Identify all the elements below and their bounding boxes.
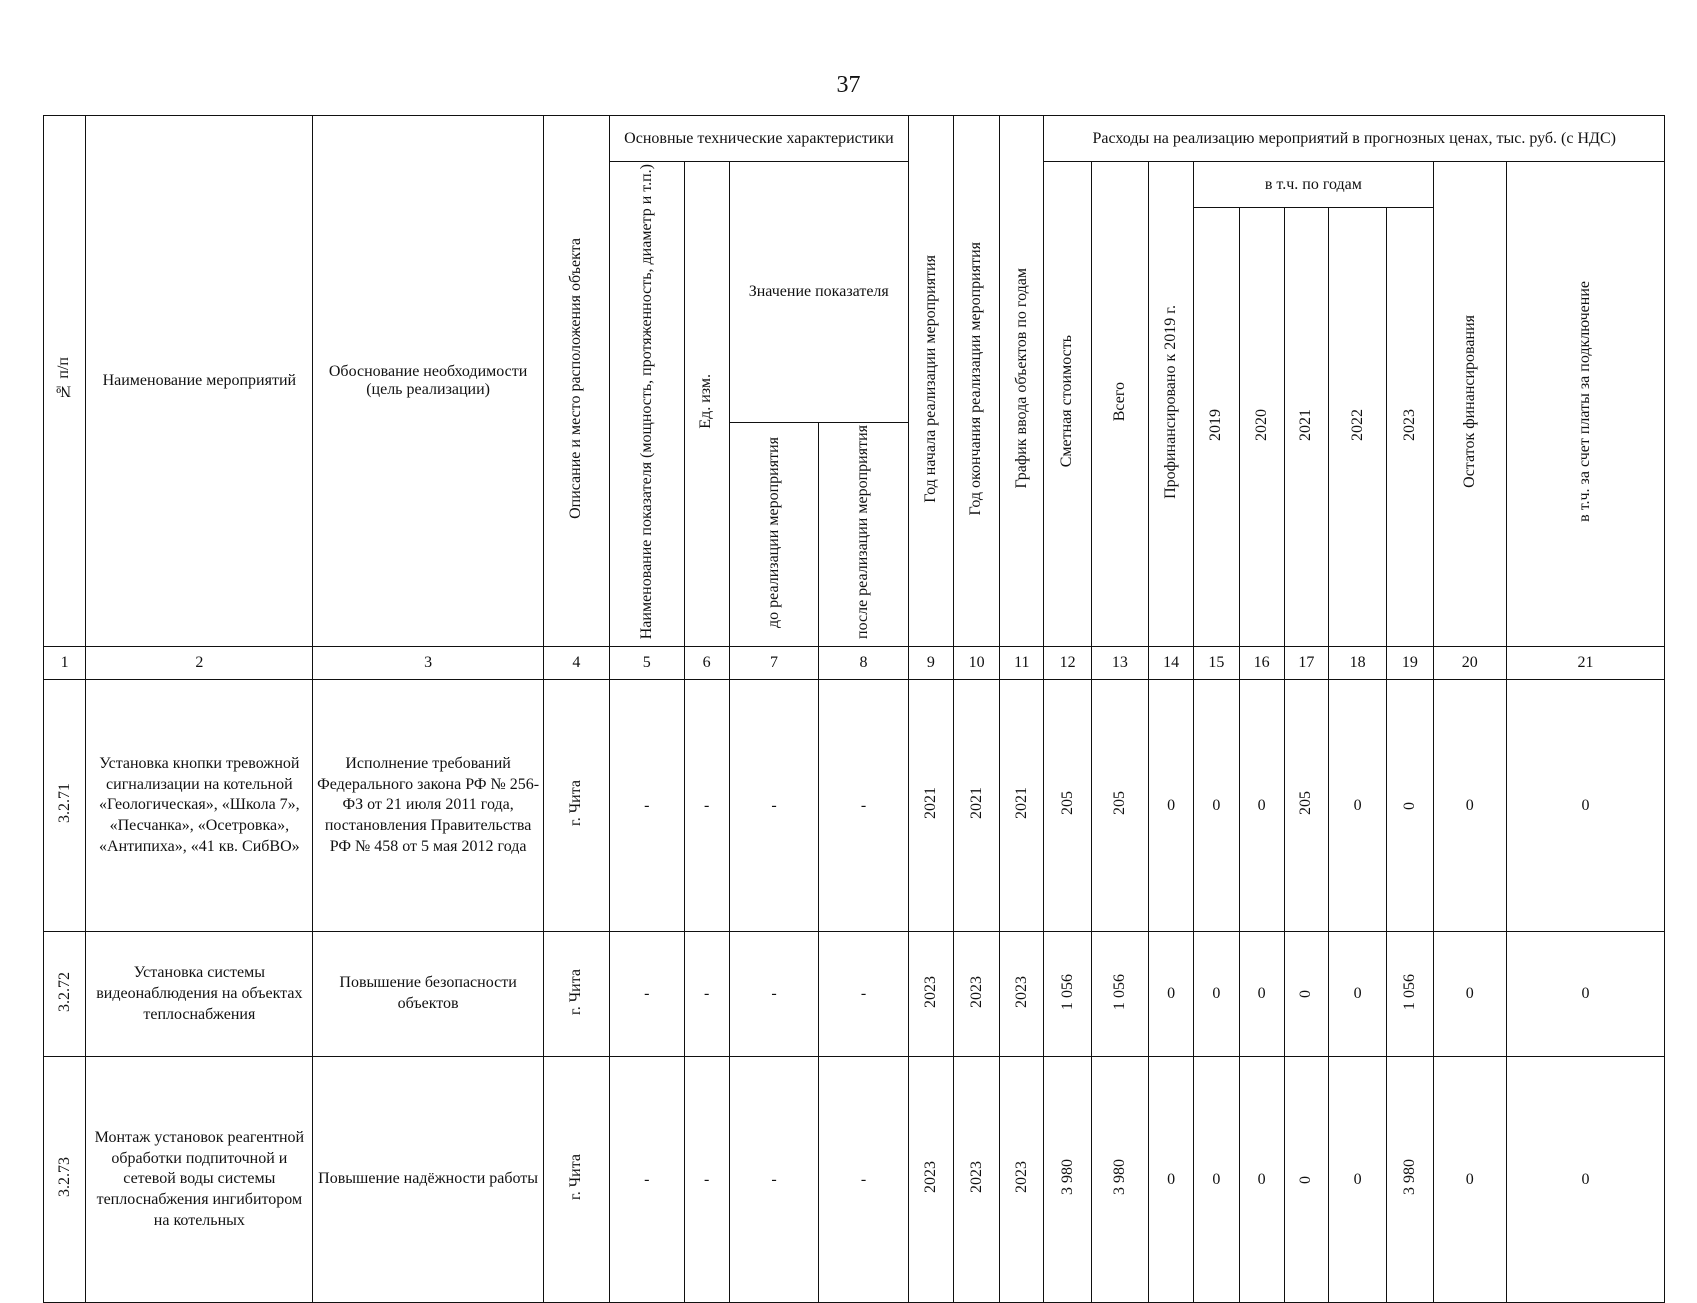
row-financed-2019: 0 [1149, 1057, 1194, 1303]
header-unit: Ед. изм. [684, 162, 729, 647]
row-place: г. Чита [543, 932, 609, 1057]
header-years-group: в т.ч. по годам [1194, 162, 1433, 208]
row-value-after: - [819, 680, 909, 932]
row-schedule: 2023 [1000, 932, 1044, 1057]
table-row [44, 680, 1665, 932]
header-end-year: Год окончания реализации мероприятия [953, 116, 999, 647]
column-number: 1 [44, 647, 86, 680]
column-number: 13 [1091, 647, 1148, 680]
header-year-2020: 2020 [1239, 208, 1284, 647]
row-2021: 0 [1284, 932, 1328, 1057]
header-tech-group: Основные технические характеристики [610, 116, 909, 162]
column-number: 3 [313, 647, 543, 680]
column-number: 5 [610, 647, 684, 680]
row-value-before: - [729, 932, 818, 1057]
header-year-2022: 2022 [1328, 208, 1386, 647]
column-number: 19 [1387, 647, 1433, 680]
column-number: 14 [1149, 647, 1194, 680]
page-number: 37 [836, 72, 861, 98]
header-estimated-cost: Сметная стоимость [1044, 162, 1091, 647]
row-2022: 0 [1328, 932, 1386, 1057]
row-value-after: - [819, 932, 909, 1057]
row-place: г. Чита [543, 680, 609, 932]
header-start-year: Год начала реализации мероприятия [908, 116, 953, 647]
column-number: 4 [543, 647, 609, 680]
row-2020: 0 [1239, 680, 1284, 932]
table-row [44, 1057, 1665, 1303]
row-2022: 0 [1328, 1057, 1386, 1303]
row-connection-fee: 0 [1506, 680, 1664, 932]
row-place: г. Чита [543, 1057, 609, 1303]
row-indicator-name: - [610, 932, 684, 1057]
row-reason: Повышение надёжности работы [313, 1057, 543, 1303]
row-total: 205 [1091, 680, 1148, 932]
row-remaining: 0 [1433, 1057, 1506, 1303]
row-number: 3.2.73 [44, 1057, 86, 1303]
header-value-group: Значение показателя [729, 162, 908, 423]
column-number: 17 [1284, 647, 1328, 680]
column-number: 12 [1044, 647, 1091, 680]
column-number: 16 [1239, 647, 1284, 680]
measures-table [43, 115, 1665, 1303]
row-2021: 205 [1284, 680, 1328, 932]
header-financed-2019: Профинансировано к 2019 г. [1149, 162, 1194, 647]
row-remaining: 0 [1433, 932, 1506, 1057]
column-number: 21 [1506, 647, 1664, 680]
row-financed-2019: 0 [1149, 680, 1194, 932]
row-2019: 0 [1194, 932, 1239, 1057]
row-2023: 1 056 [1387, 932, 1433, 1057]
header-year-2023: 2023 [1387, 208, 1433, 647]
row-indicator-name: - [610, 680, 684, 932]
row-financed-2019: 0 [1149, 932, 1194, 1057]
row-indicator-name: - [610, 1057, 684, 1303]
row-number: 3.2.71 [44, 680, 86, 932]
row-2023: 0 [1387, 680, 1433, 932]
row-2019: 0 [1194, 1057, 1239, 1303]
row-value-after: - [819, 1057, 909, 1303]
row-2022: 0 [1328, 680, 1386, 932]
row-reason: Повышение безопасности объектов [313, 932, 543, 1057]
row-remaining: 0 [1433, 680, 1506, 932]
header-num: № п/п [44, 116, 86, 647]
row-2020: 0 [1239, 932, 1284, 1057]
row-unit: - [684, 680, 729, 932]
row-name: Установка системы видеонаблюдения на объектах теплоснабжения [86, 932, 313, 1057]
header-schedule: График ввода объектов по годам [1000, 116, 1044, 647]
column-number: 9 [908, 647, 953, 680]
row-estimated-cost: 205 [1044, 680, 1091, 932]
header-year-2021: 2021 [1284, 208, 1328, 647]
row-value-before: - [729, 1057, 818, 1303]
column-number: 6 [684, 647, 729, 680]
row-number: 3.2.72 [44, 932, 86, 1057]
row-end-year: 2021 [953, 680, 999, 932]
header-indicator-name: Наименование показателя (мощность, протяженность, диаметр и т.п.) [610, 162, 684, 647]
header-remaining: Остаток финансирования [1433, 162, 1506, 647]
column-number: 15 [1194, 647, 1239, 680]
table-row [44, 932, 1665, 1057]
row-estimated-cost: 1 056 [1044, 932, 1091, 1057]
row-total: 1 056 [1091, 932, 1148, 1057]
row-name: Монтаж установок реагентной обработки подпиточной и сетевой воды системы теплоснабжения ингибитором на котельных [86, 1057, 313, 1303]
row-end-year: 2023 [953, 932, 999, 1057]
column-number: 8 [819, 647, 909, 680]
row-schedule: 2021 [1000, 680, 1044, 932]
row-reason: Исполнение требований Федерального закона РФ № 256-ФЗ от 21 июля 2011 года, постановления Правительства РФ № 458 от 5 мая 2012 года [313, 680, 543, 932]
column-number: 20 [1433, 647, 1506, 680]
header-year-2019: 2019 [1194, 208, 1239, 647]
header-connection-fee: в т.ч. за счет платы за подключение [1506, 162, 1664, 647]
row-unit: - [684, 1057, 729, 1303]
column-number: 2 [86, 647, 313, 680]
row-2020: 0 [1239, 1057, 1284, 1303]
row-connection-fee: 0 [1506, 932, 1664, 1057]
column-number: 18 [1328, 647, 1386, 680]
column-number: 10 [953, 647, 999, 680]
row-start-year: 2023 [908, 932, 953, 1057]
header-place: Описание и место расположения объекта [543, 116, 609, 647]
row-value-before: - [729, 680, 818, 932]
header-after: после реализации мероприятия [819, 423, 909, 647]
row-2023: 3 980 [1387, 1057, 1433, 1303]
row-end-year: 2023 [953, 1057, 999, 1303]
header-reason: Обоснование необходимости (цель реализации) [313, 116, 543, 647]
column-numbers-row [44, 647, 1665, 680]
row-2021: 0 [1284, 1057, 1328, 1303]
header-before: до реализации мероприятия [729, 423, 818, 647]
row-start-year: 2023 [908, 1057, 953, 1303]
row-estimated-cost: 3 980 [1044, 1057, 1091, 1303]
column-number: 11 [1000, 647, 1044, 680]
row-2019: 0 [1194, 680, 1239, 932]
row-schedule: 2023 [1000, 1057, 1044, 1303]
header-name: Наименование мероприятий [86, 116, 313, 647]
header-total: Всего [1091, 162, 1148, 647]
header-cost-group: Расходы на реализацию мероприятий в прогнозных ценах, тыс. руб. (с НДС) [1044, 116, 1665, 162]
row-start-year: 2021 [908, 680, 953, 932]
row-unit: - [684, 932, 729, 1057]
row-connection-fee: 0 [1506, 1057, 1664, 1303]
row-total: 3 980 [1091, 1057, 1148, 1303]
column-number: 7 [729, 647, 818, 680]
row-name: Установка кнопки тревожной сигнализации на котельной «Геологическая», «Школа 7», «Песчанка», «Осетровка», «Антипиха», «41 кв. СибВО» [86, 680, 313, 932]
